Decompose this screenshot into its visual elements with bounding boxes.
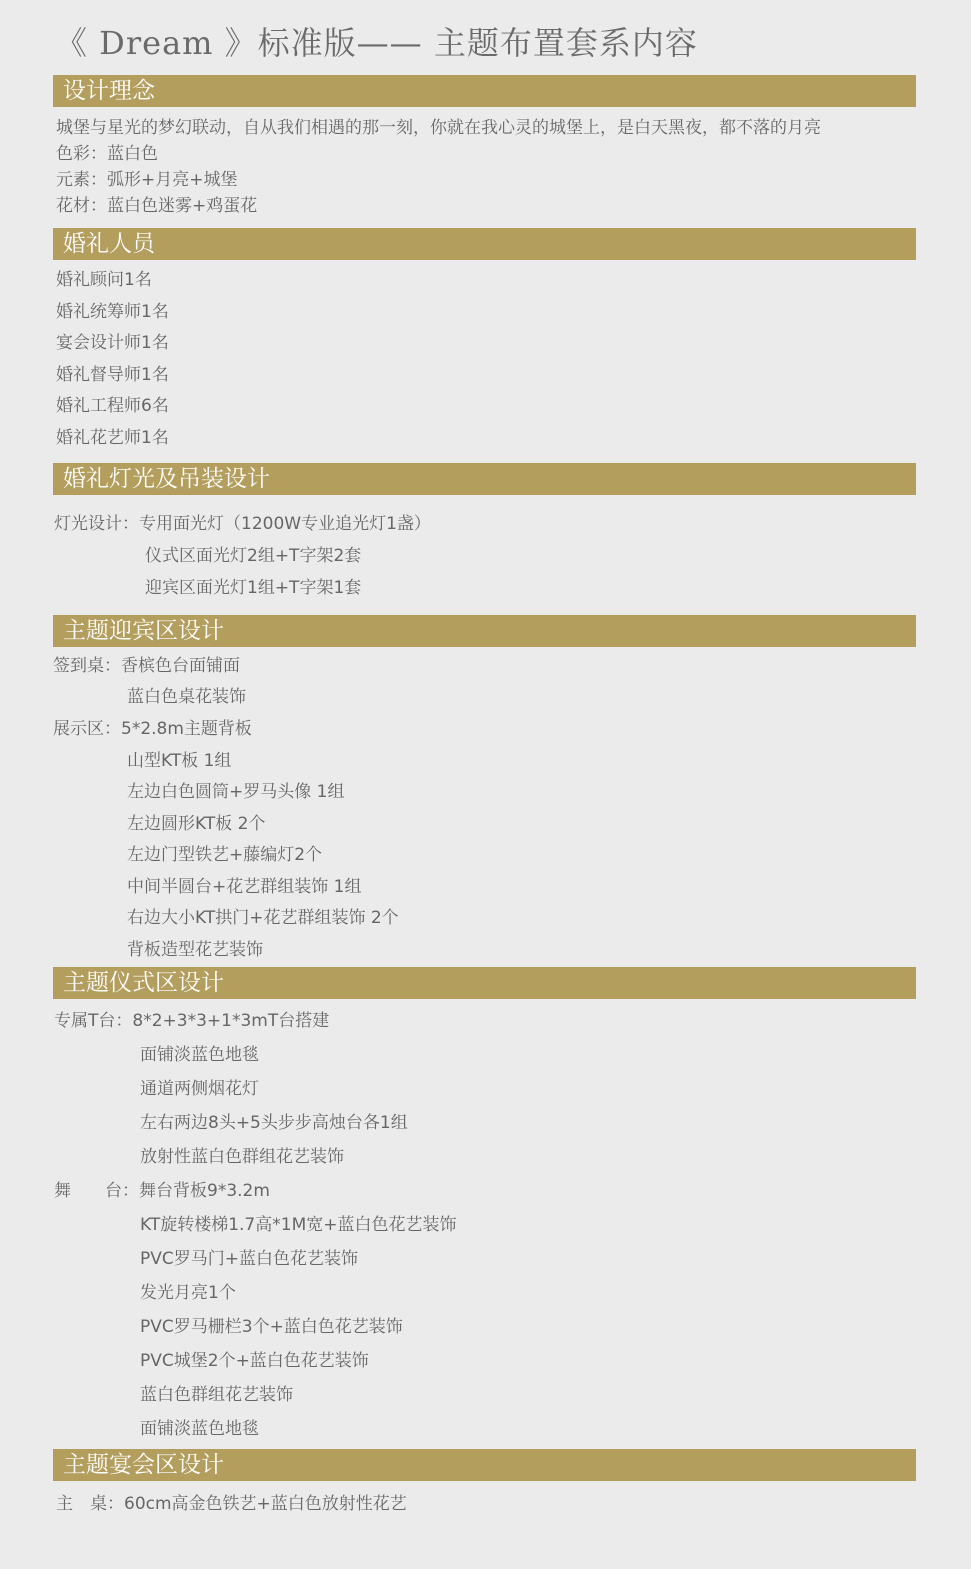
- banquet-item: 主 桌：60cm高金色铁艺+蓝白色放射性花艺: [56, 1494, 407, 1514]
- section-heading-design-concept: 设计理念: [53, 75, 916, 107]
- ceremony-item: PVC罗马门+蓝白色花艺装饰: [140, 1249, 358, 1269]
- section-heading-welcome-area: 主题迎宾区设计: [53, 615, 916, 647]
- section-heading-lighting: 婚礼灯光及吊装设计: [53, 463, 916, 495]
- welcome-item: 蓝白色桌花装饰: [127, 687, 246, 707]
- section-heading-wedding-staff: 婚礼人员: [53, 228, 916, 260]
- design-flowers-line: 花材：蓝白色迷雾+鸡蛋花: [56, 196, 258, 216]
- welcome-item: 中间半圆台+花艺群组装饰 1组: [127, 877, 362, 897]
- ceremony-item: 蓝白色群组花艺装饰: [140, 1385, 293, 1405]
- ceremony-item: 专属T台：8*2+3*3+1*3mT台搭建: [54, 1011, 330, 1031]
- ceremony-item: 左右两边8头+5头步步高烛台各1组: [140, 1113, 408, 1133]
- staff-item: 婚礼督导师1名: [56, 365, 169, 385]
- staff-item: 宴会设计师1名: [56, 333, 169, 353]
- ceremony-item: 发光月亮1个: [140, 1283, 236, 1303]
- welcome-item: 山型KT板 1组: [127, 751, 232, 771]
- welcome-item: 左边门型铁艺+藤编灯2个: [127, 845, 323, 865]
- ceremony-item: 面铺淡蓝色地毯: [140, 1045, 259, 1065]
- welcome-item: 左边圆形KT板 2个: [127, 814, 266, 834]
- welcome-item: 左边白色圆筒+罗马头像 1组: [127, 782, 345, 802]
- section-heading-ceremony-area: 主题仪式区设计: [53, 967, 916, 999]
- ceremony-item: PVC城堡2个+蓝白色花艺装饰: [140, 1351, 369, 1371]
- staff-item: 婚礼统筹师1名: [56, 302, 169, 322]
- section-heading-banquet-area: 主题宴会区设计: [53, 1449, 916, 1481]
- design-concept-text: 城堡与星光的梦幻联动，自从我们相遇的那一刻，你就在我心灵的城堡上，是白天黑夜，都不落的月亮: [56, 118, 821, 138]
- welcome-item: 右边大小KT拱门+花艺群组装饰 2个: [127, 908, 399, 928]
- design-elements-line: 元素：弧形+月亮+城堡: [56, 170, 238, 190]
- ceremony-item: 舞 台：舞台背板9*3.2m: [54, 1181, 270, 1201]
- design-color-line: 色彩：蓝白色: [56, 144, 158, 164]
- lighting-item: 灯光设计：专用面光灯（1200W专业追光灯1盏）: [54, 514, 431, 534]
- ceremony-item: 通道两侧烟花灯: [140, 1079, 259, 1099]
- welcome-item: 签到桌：香槟色台面铺面: [53, 656, 240, 676]
- ceremony-item: 面铺淡蓝色地毯: [140, 1419, 259, 1439]
- page-title: 《 Dream 》标准版—— 主题布置套系内容: [55, 24, 698, 62]
- staff-item: 婚礼花艺师1名: [56, 428, 169, 448]
- ceremony-item: 放射性蓝白色群组花艺装饰: [140, 1147, 344, 1167]
- welcome-item: 背板造型花艺装饰: [127, 940, 263, 960]
- ceremony-item: PVC罗马栅栏3个+蓝白色花艺装饰: [140, 1317, 403, 1337]
- lighting-item: 迎宾区面光灯1组+T字架1套: [145, 578, 362, 598]
- welcome-item: 展示区：5*2.8m主题背板: [53, 719, 252, 739]
- staff-item: 婚礼工程师6名: [56, 396, 169, 416]
- lighting-item: 仪式区面光灯2组+T字架2套: [145, 546, 362, 566]
- staff-item: 婚礼顾问1名: [56, 270, 152, 290]
- ceremony-item: KT旋转楼梯1.7高*1M宽+蓝白色花艺装饰: [140, 1215, 457, 1235]
